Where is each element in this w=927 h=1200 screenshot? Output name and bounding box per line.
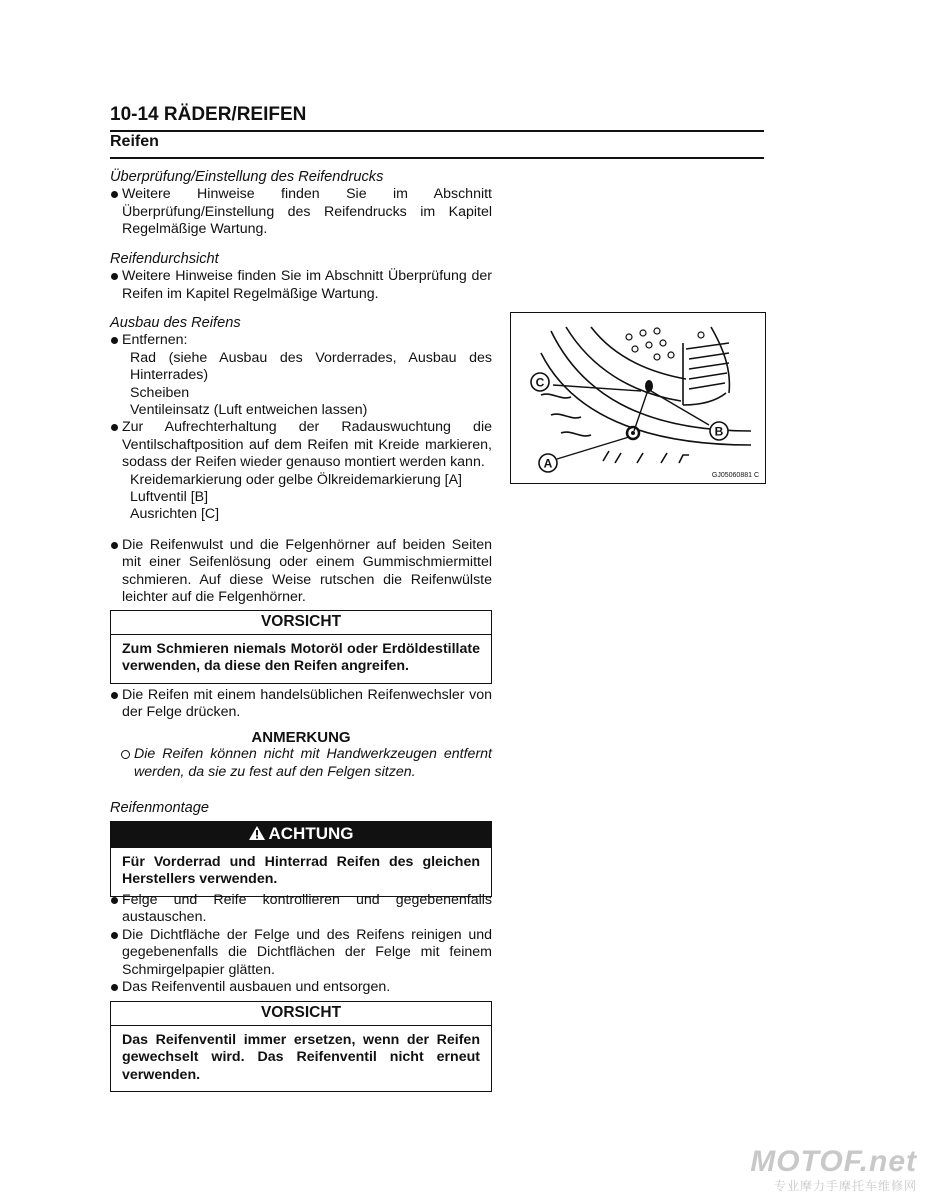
caution-box [110, 1001, 492, 1092]
section-inspection [110, 251, 492, 303]
bullet-item: Zur Aufrechterhaltung der Radauswuchtung die Ventilschaftposition auf dem Reifen mit Kreide markieren, sodass der Reifen wieder genauso montiert werden kann. [110, 419, 492, 471]
section-heading: Ausbau des Reifens [110, 315, 241, 331]
bullet-icon [111, 542, 118, 549]
section-lubricate [110, 537, 492, 607]
list-item: Kreidemarkierung oder gelbe Ölkreidemarkierung [A] [130, 471, 462, 488]
list-item: Rad (siehe Ausbau des Vorderrades, Ausbau des Hinterrades) [130, 349, 492, 384]
caution-title: VORSICHT [111, 611, 491, 635]
watermark-logo: MOTOF.net [750, 1145, 917, 1178]
caution-title: VORSICHT [111, 1002, 491, 1026]
section-heading: Überprüfung/Einstellung des Reifendrucks [110, 169, 384, 185]
bullet-item: Die Reifenwulst und die Felgenhörner auf beiden Seiten mit einer Seifenlösung oder einem Gummischmiermittel schmieren. Auf diese Weise rutschen die Reifenwülste leichter auf die Felgenhörner. [110, 537, 492, 607]
bullet-item: Die Reifen mit einem handelsüblichen Reifenwechsler von der Felge drücken. [110, 687, 492, 722]
callout-a: A [543, 456, 553, 471]
bullet-icon [111, 273, 118, 280]
bullet-icon [111, 424, 118, 431]
warning-box [110, 821, 492, 897]
wheel-illustration [511, 313, 765, 483]
caution-text: Das Reifenventil immer ersetzen, wenn der Reifen gewechselt wird. Das Reifenventil nicht erneut verwenden. [122, 1032, 480, 1083]
warning-text: Für Vorderrad und Hinterrad Reifen des gleichen Herstellers verwenden. [122, 854, 480, 888]
section-removal [110, 315, 492, 524]
figure-code: GJ05060881 C [711, 472, 759, 479]
note-title: ANMERKUNG [251, 729, 351, 746]
section-heading: Reifenmontage [110, 800, 209, 816]
list-item: Ventileinsatz (Luft entweichen lassen) [130, 402, 368, 419]
bullet-item: Weitere Hinweise finden Sie im Abschnitt Überprüfung/Einstellung des Reifendrucks im Kapitel Regelmäßige Wartung. [110, 186, 492, 238]
valve-figure [510, 312, 766, 484]
bullet-item: Das Reifenventil ausbauen und entsorgen. [110, 979, 492, 996]
section-install-steps [110, 892, 492, 996]
bullet-item: Entfernen: [110, 332, 492, 349]
section-changer [110, 687, 492, 722]
callout-b: B [714, 424, 724, 439]
warning-icon [249, 826, 265, 840]
warning-title: ACHTUNG [111, 822, 491, 848]
bullet-item: Die Dichtfläche der Felge und des Reifens reinigen und gegebenenfalls die Dichtflächen der Felge mit feinem Schmirgelpapier glätten. [110, 927, 492, 979]
note-block [110, 729, 492, 781]
section-installation [110, 800, 492, 817]
list-item: Ausrichten [C] [130, 506, 220, 523]
bullet-icon [111, 191, 118, 198]
list-item: Scheiben [130, 384, 190, 401]
callout-c: C [535, 375, 545, 390]
bullet-icon [111, 692, 118, 699]
note-bullet-icon [121, 750, 130, 759]
title-rule [110, 130, 764, 132]
section-title: Reifen [110, 133, 159, 150]
caution-box [110, 610, 492, 684]
bullet-icon [111, 337, 118, 344]
watermark [750, 1147, 917, 1194]
bullet-icon [111, 984, 118, 991]
bullet-item: Felge und Reife kontrollieren und gegebenenfalls austauschen. [110, 892, 492, 927]
list-item: Luftventil [B] [130, 489, 209, 506]
watermark-subtitle: 专业摩力手摩托车维修网 [773, 1179, 917, 1193]
note-text: Die Reifen können nicht mit Handwerkzeugen entfernt werden, da sie zu fest auf den Felgen sitzen. [110, 746, 492, 781]
page-title: 10-14 RÄDER/REIFEN [110, 104, 307, 125]
section-pressure [110, 169, 492, 239]
caution-text: Zum Schmieren niemals Motoröl oder Erdöldestillate verwenden, da diese den Reifen angreifen. [122, 641, 480, 675]
bullet-item: Weitere Hinweise finden Sie im Abschnitt Überprüfung der Reifen im Kapitel Regelmäßige Wartung. [110, 268, 492, 303]
bullet-icon [111, 897, 118, 904]
section-rule [110, 157, 764, 159]
bullet-icon [111, 932, 118, 939]
section-heading: Reifendurchsicht [110, 251, 219, 267]
